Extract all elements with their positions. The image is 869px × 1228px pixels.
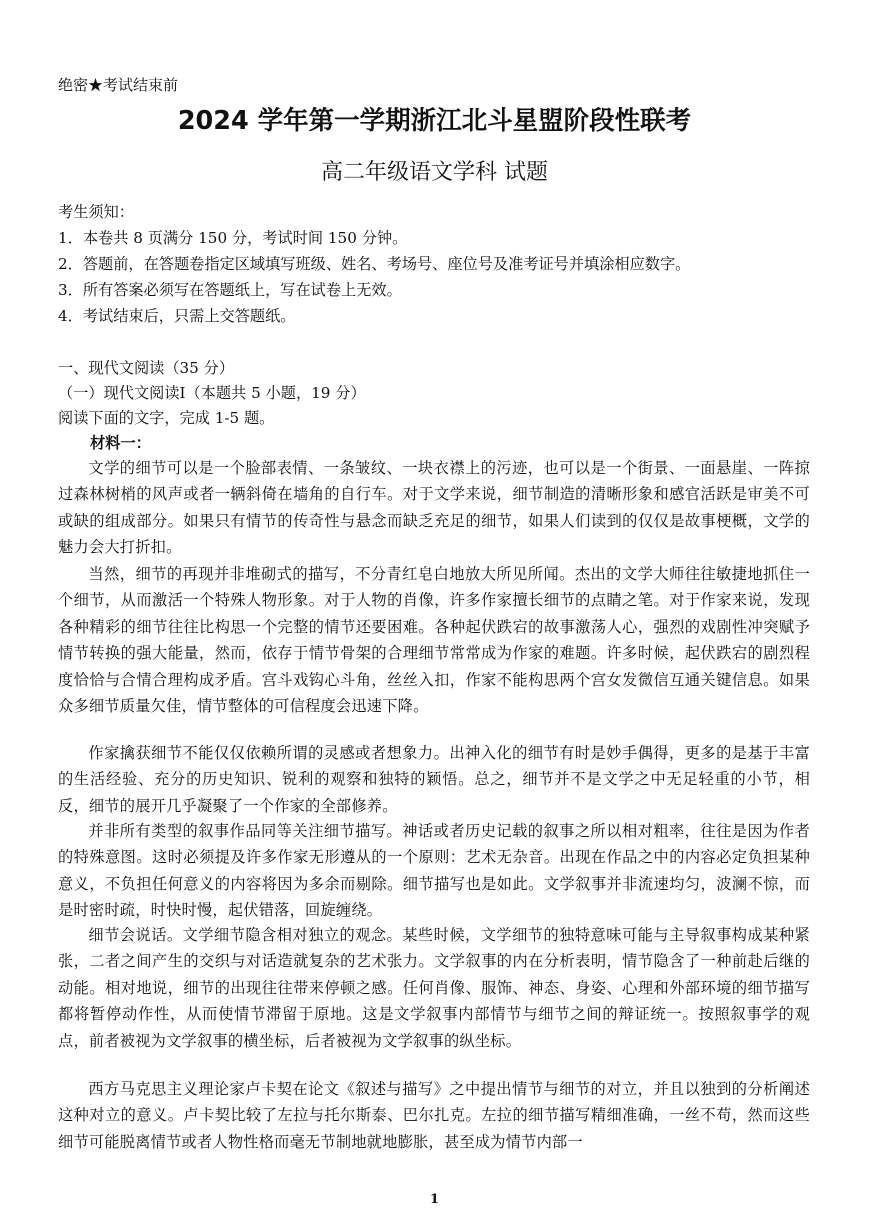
notice-item: 4．考试结束后，只需上交答题纸。	[58, 307, 296, 325]
notice-heading: 考生须知：	[58, 203, 134, 221]
paragraph: 文学的细节可以是一个脸部表情、一条皱纹、一块衣襟上的污迹，也可以是一个街景、一面悬崖、一阵掠过森林树梢的风声或者一辆斜倚在墙角的自行车。对于文学来说，细节制造的清晰形象和感官活跃是审美不可或缺的组成部分。如果只有情节的传奇性与悬念而缺乏充足的细节，如果人们读到的仅仅是故事梗概，文学的魅力会大打折扣。	[58, 459, 810, 557]
page-number: 1	[429, 1192, 440, 1207]
section-instruction: 阅读下面的文字，完成 1-5 题。	[58, 409, 275, 427]
notice-item: 3．所有答案必须写在答题纸上，写在试卷上无效。	[58, 281, 402, 299]
notice-item: 1．本卷共 8 页满分 150 分，考试时间 150 分钟。	[58, 229, 408, 247]
paragraph: 细节会说话。文学细节隐含相对独立的观念。某些时候，文学细节的独特意味可能与主导叙事构成某种紧张，二者之间产生的交织与对话造就复杂的艺术张力。文学叙事的内在分析表明，情节隐含了一种前赴后继的动能。相对地说，细节的出现往往带来停顿之感。任何肖像、服饰、神态、身姿、心理和外部环境的细节描写都将暂停动作性，从而使情节滞留于原地。这是文学叙事内部情节与细节之间的辩证统一。按照叙事学的观点，前者被视为文学叙事的横坐标，后者被视为文学叙事的纵坐标。	[58, 926, 810, 1050]
page-subtitle: 高二年级语文学科 试题	[321, 160, 548, 185]
paragraph: 当然，细节的再现并非堆砌式的描写，不分青红皂白地放大所见所闻。杰出的文学大师往往敏捷地抓住一个细节，从而激活一个特殊人物形象。对于人物的肖像，许多作家擅长细节的点睛之笔。对于作家来说，发现各种精彩的细节往往比构思一个完整的情节还要困难。各种起伏跌宕的故事激荡人心，强烈的戏剧性冲突赋予情节转换的强大能量，然而，依存于情节骨架的合理细节常常成为作家的难题。许多时候，起伏跌宕的剧烈程度恰恰与合情合理构成矛盾。宫斗戏钩心斗角，丝丝入扣，作家不能构思两个宫女发微信互通关键信息。如果众多细节质量欠佳，情节整体的可信程度会迅速下降。	[58, 565, 810, 716]
section-heading: 一、现代文阅读（35 分）	[58, 359, 235, 377]
material-label: 材料一：	[90, 434, 151, 452]
section-subheading: （一）现代文阅读Ⅰ（本题共 5 小题，19 分）	[58, 384, 366, 402]
paragraph: 并非所有类型的叙事作品同等关注细节描写。神话或者历史记载的叙事之所以相对粗率，往往是因为作者的特殊意图。这时必须提及许多作家无形遵从的一个原则：艺术无杂音。出现在作品之中的内容必定负担某种意义，不负担任何意义的内容将因为多余而剔除。细节描写也是如此。文学叙事并非流速均匀，波澜不惊，而是时密时疏，时快时慢，起伏错落，回旋缠绕。	[58, 822, 810, 920]
notice-item: 2．答题前，在答题卷指定区域填写班级、姓名、考场号、座位号及准考证号并填涂相应数字。	[58, 255, 691, 273]
paragraph: 作家擒获细节不能仅仅依赖所谓的灵感或者想象力。出神入化的细节有时是妙手偶得，更多的是基于丰富的生活经验、充分的历史知识、锐利的观察和独特的颖悟。总之，细节并不是文学之中无足轻重的小节，相反，细节的展开几乎凝聚了一个作家的全部修养。	[58, 744, 810, 815]
paragraph: 西方马克思主义理论家卢卡契在论文《叙述与描写》之中提出情节与细节的对立，并且以独到的分析阐述这种对立的意义。卢卡契比较了左拉与托尔斯泰、巴尔扎克。左拉的细节描写精细准确，一丝不苟，然而这些细节可能脱离情节或者人物性格而毫无节制地就地膨胀，甚至成为情节内部一	[58, 1080, 810, 1151]
page-title: 2024 学年第一学期浙江北斗星盟阶段性联考	[177, 106, 692, 136]
confidential-label: 绝密★考试结束前	[58, 76, 179, 94]
